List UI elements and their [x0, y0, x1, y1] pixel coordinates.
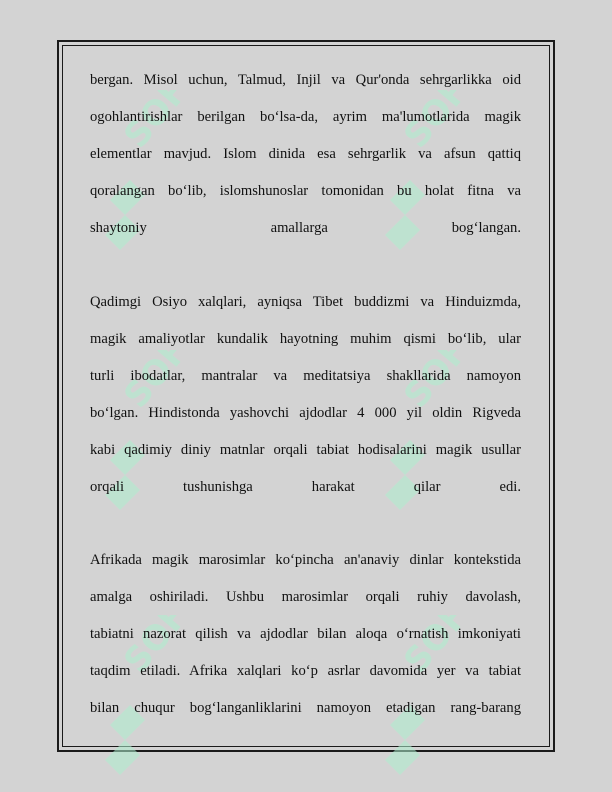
paragraph-1	[90, 62, 521, 247]
text-line: kabi qadimiy diniy matnlar orqali tabiat hodisalarini magik usullar	[90, 442, 521, 458]
text-line: turli ibodatlar, mantralar va meditatsiya shakllarida namoyon	[90, 368, 521, 384]
text-line: ogohlantirishlar berilgan bo‘lsa-da, ayrim ma'lumotlarida magik	[90, 109, 521, 125]
text-line: bergan. Misol uchun, Talmud, Injil va Qur'onda sehrgarlikka oid	[90, 72, 521, 88]
text-line: Qadimgi Osiyo xalqlari, ayniqsa Tibet buddizmi va Hinduizmda,	[90, 294, 521, 310]
paragraph-3	[90, 542, 521, 727]
text-line: amalga oshiriladi. Ushbu marosimlar orqali ruhiy davolash,	[90, 589, 521, 605]
text-line: qoralangan bo‘lib, islomshunoslar tomonidan bu holat fitna va	[90, 183, 521, 199]
text-line: Afrikada magik marosimlar ko‘pincha an'anaviy dinlar kontekstida	[90, 552, 521, 568]
watermark-text: SOF	[116, 350, 190, 416]
text-line: tabiatni nazorat qilish va ajdodlar bilan aloqa o‘rnatish imkoniyati	[90, 626, 521, 642]
watermark-text: SOF	[396, 615, 470, 681]
paragraph-2	[90, 284, 521, 506]
watermark-text: SOF	[116, 615, 190, 681]
text-line: shaytoniy amallarga bog‘langan.	[90, 220, 521, 236]
text-line: taqdim etiladi. Afrika xalqlari ko‘p asrlar davomida yer va tabiat	[90, 663, 521, 679]
text-line: elementlar mavjud. Islom dinida esa sehrgarlik va afsun qattiq	[90, 146, 521, 162]
watermark-text: SOF	[116, 90, 190, 156]
text-line: orqali tushunishga harakat qilar edi.	[90, 479, 521, 495]
text-line: bilan chuqur bog‘langanliklarini namoyon etadigan rang-barang	[90, 700, 521, 716]
text-line: magik amaliyotlar kundalik hayotning muhim qismi bo‘lib, ular	[90, 331, 521, 347]
watermark-text: SOF	[396, 350, 470, 416]
watermark-text: SOF	[396, 90, 470, 156]
text-line: bo‘lgan. Hindistonda yashovchi ajdodlar 4 000 yil oldin Rigveda	[90, 405, 521, 421]
